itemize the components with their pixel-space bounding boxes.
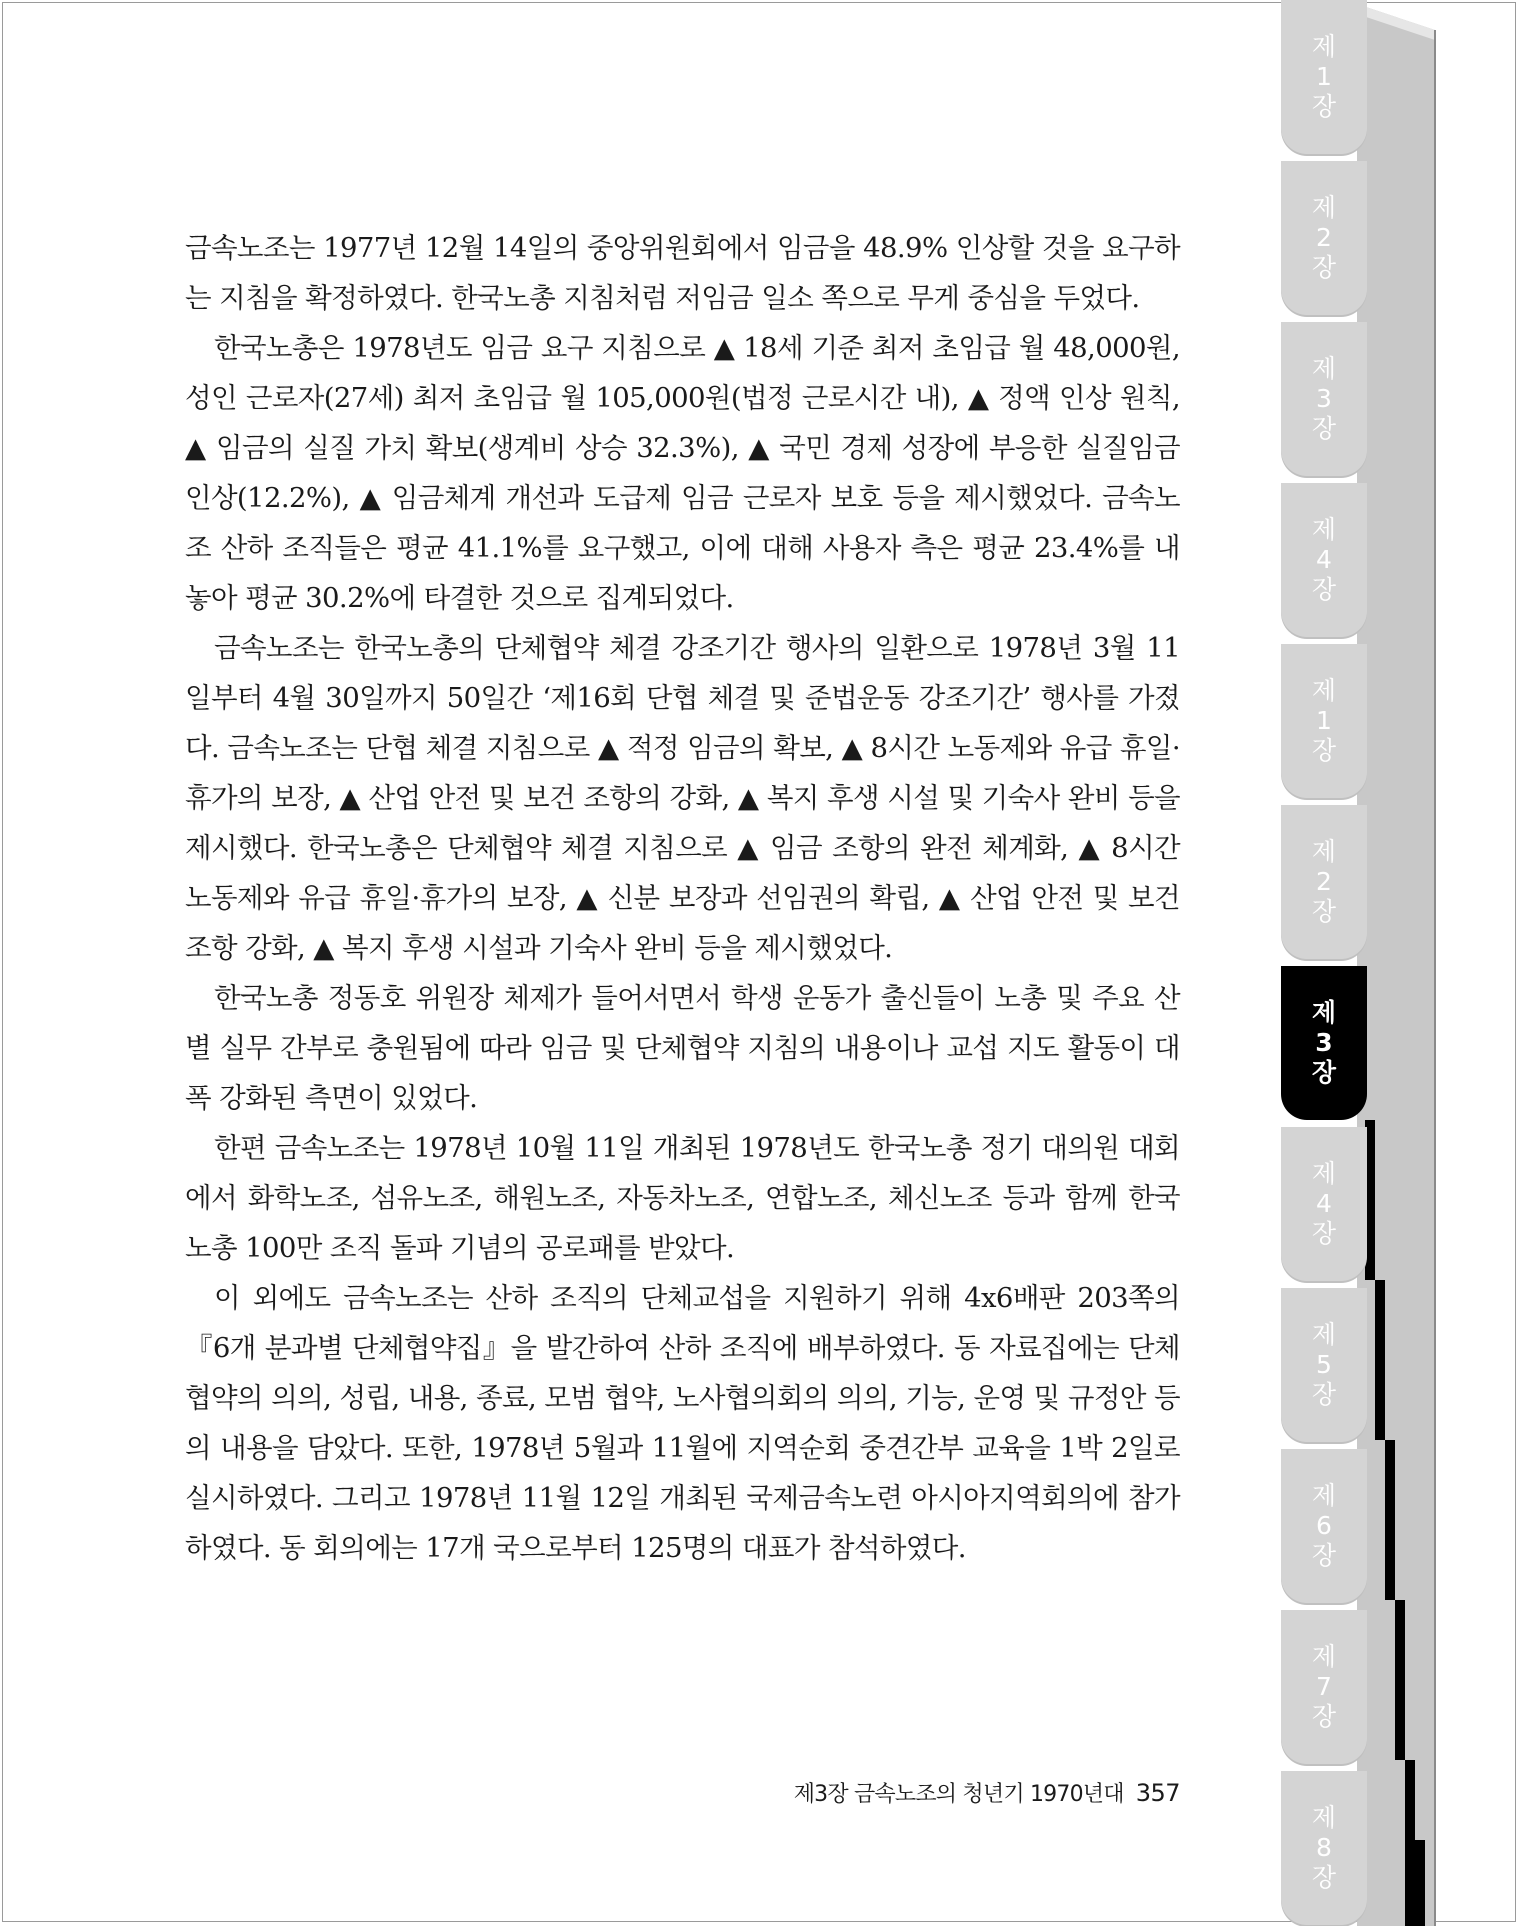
tab-number: 3 <box>1316 384 1332 413</box>
paragraph-5: 한편 금속노조는 1978년 10월 11일 개최된 1978년도 한국노총 정기 대의원 대회에서 화학노조, 섬유노조, 해원노조, 자동차노조, 연합노조, 체신노조 등과 함께 한국노총 100만 조직 돌파 기념의 공로패를 받았다. <box>185 1132 1180 1264</box>
tab-number: 6 <box>1316 1511 1332 1540</box>
tab-number: 3 <box>1315 1028 1333 1057</box>
tab-suffix: 장 <box>1311 92 1337 121</box>
footer-chapter-title: 제3장 금속노조의 청년기 1970년대 <box>793 1782 1124 1807</box>
tab-prefix: 제 <box>1311 1642 1337 1671</box>
chapter-tab-12 <box>1281 1771 1367 1925</box>
chapter-tab-7 <box>1281 966 1367 1120</box>
tab-prefix: 제 <box>1311 193 1337 222</box>
paragraph-2: 한국노총은 1978년도 임금 요구 지침으로 ▲ 18세 기준 최저 초임급 월 48,000원, 성인 근로자(27세) 최저 초임급 월 105,000원(법정 근로시간 내), ▲ 정액 인상 원칙, ▲ 임금의 실질 가치 확보(생계비 상승 32.3%), ▲ 국민 경제 성장에 부응한 실질임금 인상(12.2%), ▲ 임금체계 개선과 도급제 임금 근로자 보호 등을 제시했었다. 금속노조 산하 조직들은 평균 41.1%를 요구했고, 이에 대해 사용자 측은 평균 23.4%를 내놓아 평균 30.2%에 타결한 것으로 집계되었다. <box>185 332 1180 614</box>
tab-number: 7 <box>1316 1672 1332 1701</box>
paragraph-3: 금속노조는 한국노총의 단체협약 체결 강조기간 행사의 일환으로 1978년 3월 11일부터 4월 30일까지 50일간 ‘제16회 단협 체결 및 준법운동 강조기간’ 행사를 가졌다. 금속노조는 단협 체결 지침으로 ▲ 적정 임금의 확보, ▲ 8시간 노동제와 유급 휴일·휴가의 보장, ▲ 산업 안전 및 보건 조항의 강화, ▲ 복지 후생 시설 및 기숙사 완비 등을 제시했다. 한국노총은 단체협약 체결 지침으로 ▲ 임금 조항의 완전 체계화, ▲ 8시간 노동제와 유급 휴일·휴가의 보장, ▲ 신분 보장과 선임권의 확립, ▲ 산업 안전 및 보건 조항 강화, ▲ 복지 후생 시설과 기숙사 완비 등을 제시했었다. <box>185 632 1180 964</box>
tab-suffix: 장 <box>1311 575 1337 604</box>
chapter-tab-2 <box>1281 161 1367 315</box>
tab-prefix: 제 <box>1311 1481 1337 1510</box>
tab-prefix: 제 <box>1311 1159 1337 1188</box>
tab-prefix: 제 <box>1311 354 1337 383</box>
tab-number: 2 <box>1316 867 1332 896</box>
chapter-tabs <box>1281 0 1367 1926</box>
body-text <box>185 223 1180 1573</box>
paragraph-4: 한국노총 정동호 위원장 체제가 들어서면서 학생 운동가 출신들이 노총 및 주요 산별 실무 간부로 충원됨에 따라 임금 및 단체협약 지침의 내용이나 교섭 지도 활동이 대폭 강화된 측면이 있었다. <box>185 982 1180 1114</box>
tab-suffix: 장 <box>1311 253 1337 282</box>
chapter-tab-9 <box>1281 1288 1367 1442</box>
tab-suffix: 장 <box>1311 1702 1337 1731</box>
running-footer <box>780 1777 1180 1808</box>
tab-prefix: 제 <box>1311 837 1337 866</box>
tab-suffix: 장 <box>1311 736 1337 765</box>
page-number: 357 <box>1135 1779 1180 1807</box>
chapter-tab-6 <box>1281 805 1367 959</box>
tab-prefix: 제 <box>1311 1320 1337 1349</box>
tab-prefix: 제 <box>1311 676 1337 705</box>
paragraph-1: 금속노조는 1977년 12월 14일의 중앙위원회에서 임금을 48.9% 인상할 것을 요구하는 지침을 확정하였다. 한국노총 지침처럼 저임금 일소 쪽으로 무게 중심을 두었다. <box>185 232 1180 314</box>
tab-number: 5 <box>1316 1350 1332 1379</box>
tab-suffix: 장 <box>1311 1380 1337 1409</box>
paragraph-6: 이 외에도 금속노조는 산하 조직의 단체교섭을 지원하기 위해 4x6배판 203쪽의 『6개 분과별 단체협약집』을 발간하여 산하 조직에 배부하였다. 동 자료집에는 단체협약의 의의, 성립, 내용, 종료, 모범 협약, 노사협의회의 의의, 기능, 운영 및 규정안 등의 내용을 담았다. 또한, 1978년 5월과 11월에 지역순회 중견간부 교육을 1박 2일로 실시하였다. 그리고 1978년 11월 12일 개최된 국제금속노련 아시아지역회의에 참가하였다. 동 회의에는 17개 국으로부터 125명의 대표가 참석하였다. <box>185 1282 1180 1564</box>
tab-number: 1 <box>1316 62 1332 91</box>
tab-number: 1 <box>1316 706 1332 735</box>
chapter-tab-10 <box>1281 1449 1367 1603</box>
tab-number: 2 <box>1316 223 1332 252</box>
tab-prefix: 제 <box>1311 998 1337 1027</box>
tab-suffix: 장 <box>1311 414 1337 443</box>
tab-prefix: 제 <box>1311 32 1337 61</box>
chapter-tab-4 <box>1281 483 1367 637</box>
chapter-tab-1 <box>1281 0 1367 154</box>
tab-suffix: 장 <box>1311 1219 1337 1248</box>
tab-suffix: 장 <box>1311 1863 1337 1892</box>
tab-number: 4 <box>1316 545 1332 574</box>
tab-suffix: 장 <box>1311 897 1337 926</box>
chapter-tab-5 <box>1281 644 1367 798</box>
tab-prefix: 제 <box>1311 515 1337 544</box>
chapter-tab-8 <box>1281 1127 1367 1281</box>
chapter-tab-11 <box>1281 1610 1367 1764</box>
tab-prefix: 제 <box>1311 1803 1337 1832</box>
tab-suffix: 장 <box>1311 1058 1337 1087</box>
tab-number: 4 <box>1316 1189 1332 1218</box>
chapter-tab-3 <box>1281 322 1367 476</box>
tab-suffix: 장 <box>1311 1541 1337 1570</box>
tab-number: 8 <box>1316 1833 1332 1862</box>
